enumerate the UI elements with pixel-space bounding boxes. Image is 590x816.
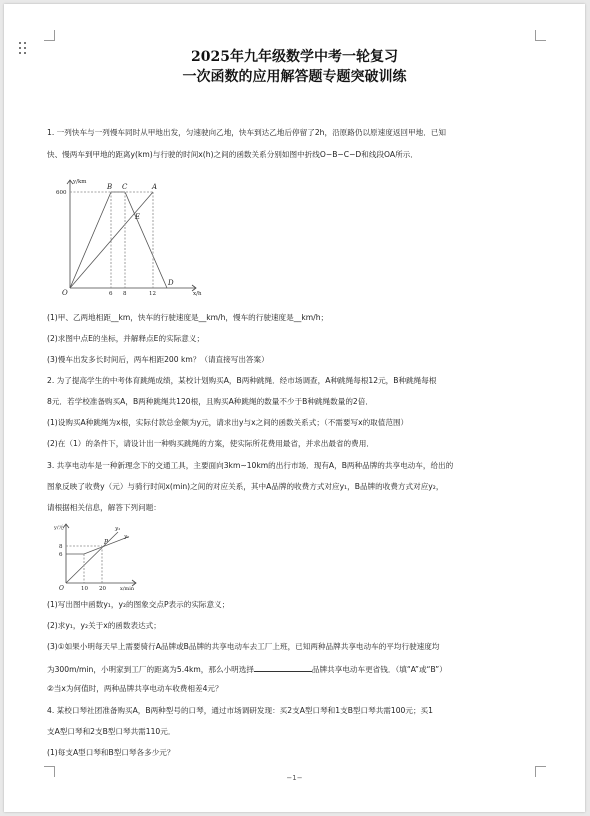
q3-sub-question-3a: (3)①如果小明每天早上需要骑行A品牌或B品牌的共享电动车去工厂上班，已知两种品牌共享电动车的平均行驶速度均: [47, 642, 440, 651]
q3-fare-time-graph: [54, 520, 140, 592]
q1-sub-question-3: (3)慢车出发多长时间后，两车相距200 km？（请直接写出答案）: [47, 355, 269, 364]
q3-point-p: P: [104, 539, 109, 546]
q3-sub-question-1: (1)写出图中函数y₁，y₂的图象交点P表示的实际意义；: [47, 600, 230, 609]
q4-stem-line-1: 4. 某校口琴社团准备购买A，B两种型号的口琴，通过市场调研发现：买2支A型口琴和1支B型口琴共需100元；买1: [47, 706, 433, 715]
q1-distance-time-graph: [56, 174, 206, 296]
q4-sub-question-1: (1)每支A型口琴和B型口琴各多少元？: [47, 748, 175, 757]
q1-origin-label: O: [62, 289, 68, 296]
q3-sub-question-2: (2)求y₁，y₂关于x的函数表达式；: [47, 621, 161, 630]
q3-sub-question-3b: [47, 663, 547, 675]
q1-sub-question-1: (1)甲、乙两地相距__km，快车的行驶速度是__km/h，慢车的行驶速度是__km/h；: [47, 313, 329, 322]
q3-x-axis-label: x/min: [120, 586, 135, 592]
q1-x-tick-8: 8: [123, 291, 127, 296]
crop-mark-top-left: [44, 30, 55, 41]
q1-stem-line-1: 1. 一列快车与一列慢车同时从甲地出发，匀速驶向乙地，快车到达乙地后停留了2h，沿原路仍以原速度返回甲地．已知: [47, 128, 446, 137]
q3-y-tick-8: 8: [59, 544, 63, 550]
q3-sub-question-3c: ②当x为何值时，两种品牌共享电动车收费相差4元？: [47, 684, 223, 693]
q3-sub-question-3b-suffix: 品牌共享电动车更省钱．（填“A”或“B”）: [311, 665, 447, 674]
q3-stem-line-1: 3. 共享电动车是一种新理念下的交通工具，主要面向3km~10km的出行市场．现有A，B两种品牌的共享电动车，给出的: [47, 461, 454, 470]
q1-point-b: B: [107, 183, 113, 191]
q3-stem-line-2: 图象反映了收费y（元）与骑行时间x(min)之间的对应关系，其中A品牌的收费方式对应y₁，B品牌的收费方式对应y₂，: [47, 482, 444, 491]
document-page: [4, 4, 585, 812]
q4-stem-line-2: 支A型口琴和2支B型口琴共需110元．: [47, 727, 176, 736]
page-number: −1−: [286, 774, 303, 782]
crop-mark-top-right: [535, 30, 546, 41]
title-line-2: 一次函数的应用解答题专题突破训练: [182, 69, 407, 85]
q2-stem-line-2: 8元．若学校准备购买A，B两种跳绳共120根，且购买A种跳绳的数量不少于B种跳绳数量的2倍．: [47, 397, 373, 406]
q3-origin-label: O: [59, 585, 64, 592]
q1-x-axis-label: x/h: [193, 291, 202, 296]
q1-x-tick-12: 12: [149, 291, 156, 296]
q1-point-e: E: [135, 213, 141, 221]
q3-series-y2-label: y₂: [124, 534, 130, 540]
q3-stem-line-3: 请根据相关信息，解答下列问题：: [47, 503, 161, 512]
q1-point-d: D: [168, 279, 174, 287]
q3-x-tick-20: 20: [99, 586, 106, 592]
answer-blank[interactable]: [254, 663, 312, 672]
q1-point-a: A: [152, 183, 158, 191]
q1-stem-line-2: 快、慢两车到甲地的距离y(km)与行驶的时间x(h)之间的函数关系分别如图中折线O−B−C−D和线段OA所示．: [47, 150, 418, 159]
q3-sub-question-3b-prefix: 为300m/min，小明家到工厂的距离为5.4km，那么小明选择: [47, 665, 254, 674]
q1-x-tick-6: 6: [109, 291, 113, 296]
q3-y-tick-6: 6: [59, 552, 63, 558]
q2-stem-line-1: 2. 为了提高学生的中考体育跳绳成绩，某校计划购买A，B两种跳绳．经市场调查，A种跳绳每根12元，B种跳绳每根: [47, 376, 437, 385]
q3-x-tick-10: 10: [81, 586, 88, 592]
q2-sub-question-2: (2)在（1）的条件下，请设计出一种购买跳绳的方案，使实际所花费用最省，并求出最省的费用．: [47, 439, 374, 448]
q1-sub-question-2: (2)求图中点E的坐标，并解释点E的实际意义；: [47, 334, 205, 343]
q1-point-c: C: [122, 183, 128, 191]
q2-sub-question-1: (1)设购买A种跳绳为x根，实际付款总金额为y元，请求出y与x之间的函数关系式；（不需要写x的取值范围）: [47, 418, 409, 427]
title-line-1: 2025年九年级数学中考一轮复习: [191, 49, 398, 65]
q1-y-tick-600: 600: [56, 190, 67, 196]
q3-y-axis-label: y/元: [54, 525, 64, 531]
q3-series-y1-label: y₁: [115, 526, 121, 532]
q1-y-axis-label: y/km: [73, 179, 87, 185]
